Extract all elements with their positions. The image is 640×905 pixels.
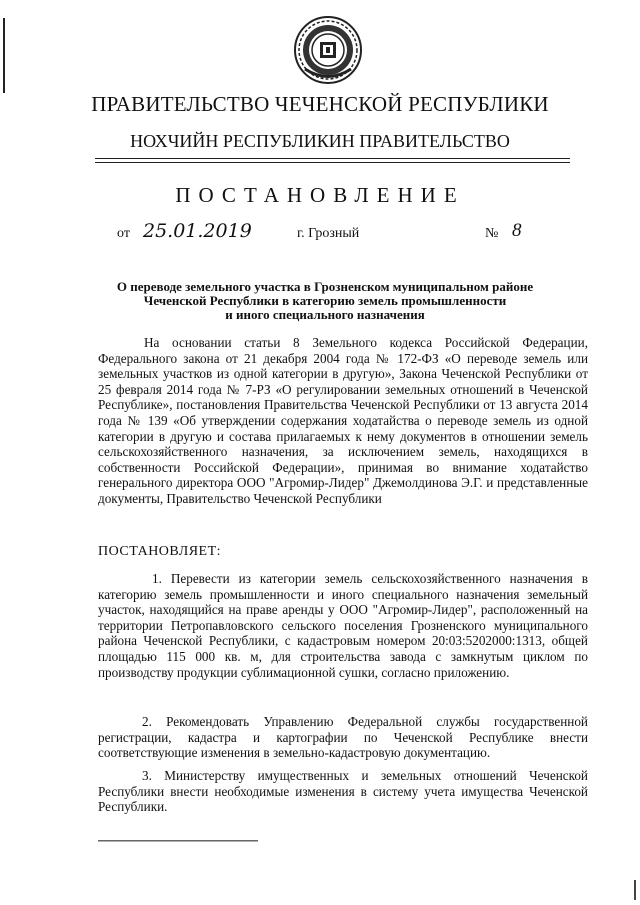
city-label: г. Грозный xyxy=(297,226,360,241)
heading-line: О переводе земельного участка в Грозненском муниципальном районе xyxy=(116,279,534,294)
item-paragraph-3: 3. Министерству имущественных и земельных отношений Чеченской Республики внести необходимые изменения в систему учета имущества Чеченской Республики. xyxy=(98,768,588,815)
scan-margin-mark xyxy=(3,18,5,93)
government-name-russian: ПРАВИТЕЛЬСТВО ЧЕЧЕНСКОЙ РЕСПУБЛИКИ xyxy=(91,92,549,116)
footer-tiny-print xyxy=(98,838,258,844)
date-prefix: от xyxy=(117,226,130,241)
number-prefix: № xyxy=(485,226,499,241)
item-paragraph-2: 2. Рекомендовать Управлению Федеральной службы государственной регистрации, кадастра и картографии по Чеченской Республике внести соответствующие изменения в земельно-кадастровую документацию. xyxy=(98,714,588,761)
scan-margin-mark-bottom xyxy=(634,880,636,900)
header-divider xyxy=(95,158,570,163)
document-type-title: ПОСТАНОВЛЕНИЕ xyxy=(175,183,465,207)
date-number-row xyxy=(117,220,557,250)
item-paragraph-1: 1. Перевести из категории земель сельскохозяйственного назначения в категорию земель промышленности и иного специального назначения земельный участок, находящийся на праве аренды у ООО "Агромир-Лидер", расположенный на территории Петропавловского сельского поселения Грозненского муниципального района Чеченской Республики, с кадастровым номером 20:03:5202000:1313, общей площадью 115 000 кв. м, для строительства завода с замкнутым циклом по производству продукции сублимационной сушки, согласно приложению. xyxy=(98,571,588,680)
document-heading xyxy=(100,280,550,322)
handwritten-number: 8 xyxy=(512,220,522,241)
resolves-label: ПОСТАНОВЛЯЕТ: xyxy=(98,544,222,559)
government-name-chechen: НОХЧИЙН РЕСПУБЛИКИН ПРАВИТЕЛЬСТВО xyxy=(130,131,510,151)
handwritten-date: 25.01.2019 xyxy=(143,220,252,242)
heading-line: Чеченской Республики в категорию земель промышленности xyxy=(143,293,507,308)
heading-line: и иного специального назначения xyxy=(225,307,425,322)
preamble-paragraph: На основании статьи 8 Земельного кодекса Российской Федерации, Федерального закона от 21 декабря 2004 года № 172-ФЗ «О переводе земель или земельных участков из одной категории в другую», Закона Чеченской Республики от 25 февраля 2014 года № 7-РЗ «О регулировании земельных отношений в Чеченской Республике», постановления Правительства Чеченской Республики от 13 августа 2014 года № 139 «Об утверждении содержания ходатайства о переводе земель из одной категории в другую и состава прилагаемых к нему документов в отношении земель сельскохозяйственного назначения, за исключением земель, находящихся в собственности Российской Федерации», принимая во внимание ходатайство генерального директора ООО "Агромир-Лидер" Джемолдинова Э.Г. и представленные документы, Правительство Чеченской Республики xyxy=(98,335,588,506)
coat-of-arms-emblem-icon xyxy=(293,14,363,86)
